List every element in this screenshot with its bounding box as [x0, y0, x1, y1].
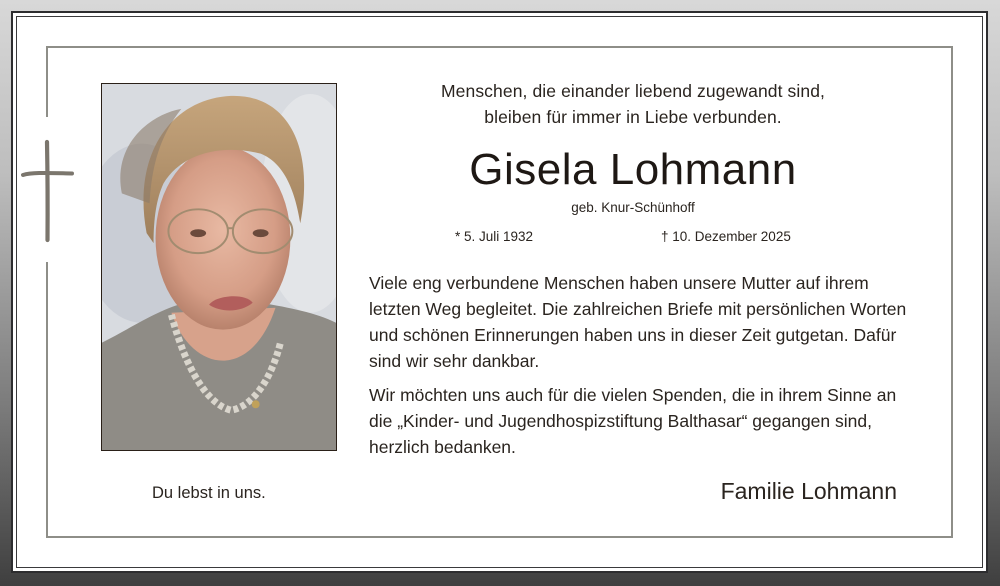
quote-line-2: bleiben für immer in Liebe verbunden.: [484, 107, 782, 127]
paragraph-2: Wir möchten uns auch für die vielen Spenden, die in ihrem Sinne an die „Kinder- und Jugendhospizstiftung Balthasar“ gegangen sind, herzlich bedanken.: [369, 385, 897, 457]
paragraph-1: Viele eng verbundene Menschen haben unsere Mutter auf ihrem letzten Weg begleitet. Die zahlreichen Briefe mit persönlichen Worten und schönen Erinnerungen haben uns in dieser Zeit gutgetan. Dafür sind wir sehr dankbar.: [369, 273, 907, 371]
motto: Du lebst in uns.: [152, 484, 266, 502]
deceased-name: Gisela Lohmann: [469, 145, 797, 194]
death-date: † 10. Dezember 2025: [661, 229, 791, 244]
signature: Familie Lohmann: [720, 478, 897, 504]
quote-line-1: Menschen, die einander liebend zugewandt sind,: [440, 81, 826, 101]
memorial-quote: [370, 78, 896, 130]
cross-icon: [20, 139, 76, 243]
birth-date: * 5. Juli 1932: [455, 229, 534, 244]
thank-you-text: [369, 270, 909, 468]
portrait-photo: [101, 83, 337, 451]
maiden-name: geb. Knur-Schünhoff: [571, 200, 695, 215]
